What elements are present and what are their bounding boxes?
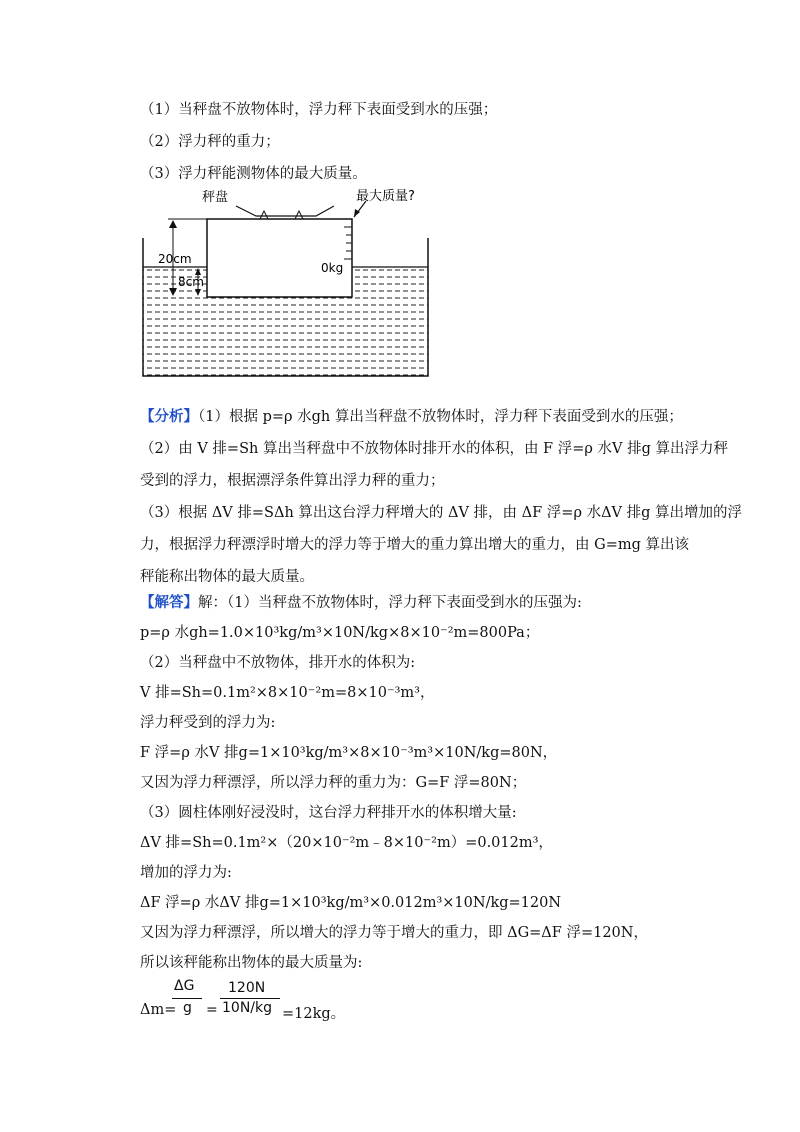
floating-scale-figure [138, 183, 438, 383]
height-arrow-up [169, 220, 177, 228]
height-label: 20cm [158, 252, 192, 266]
analysis-line-1: 【分析】（1）根据 p=ρ 水gh 算出当秤盘不放物体时，浮力秤下表面受到水的压强； [140, 408, 683, 425]
answer-line-1: 【解答】解：（1）当秤盘不放物体时，浮力秤下表面受到水的压强为: [140, 594, 582, 611]
answer-line-7: 又因为浮力秤漂浮，所以浮力秤的重力为：G=F 浮=80N； [140, 775, 527, 791]
formula-numerator-1: ΔG [174, 978, 195, 994]
answer-line-10: 增加的浮力为: [140, 865, 232, 881]
max-mass-label: 最大质量? [356, 189, 415, 204]
mass-formula [140, 978, 380, 1033]
pan-support-right [295, 211, 303, 219]
question-3: （3）浮力秤能测物体的最大质量。 [140, 166, 367, 182]
fraction-bar-1 [172, 998, 202, 999]
analysis-line-5: 力，根据浮力秤漂浮时增大的浮力等于增大的重力算出增大的重力，由 G=mg 算出该 [140, 537, 689, 553]
answer-tag: 【解答】 [140, 594, 198, 611]
answer-line-13: 所以该秤能称出物体的最大质量为: [140, 955, 363, 971]
formula-numerator-2: 120N [228, 980, 266, 996]
analysis-line-2: （2）由 V 排=Sh 算出当秤盘中不放物体时排开水的体积，由 F 浮=ρ 水V 排g 算出浮力秤 [140, 441, 728, 457]
analysis-line-4: （3）根据 ΔV 排=SΔh 算出这台浮力秤增大的 ΔV 排，由 ΔF 浮=ρ 水ΔV 排g 算出增加的浮 [140, 505, 743, 521]
answer-line-12: 又因为浮力秤漂浮，所以增大的浮力等于增大的重力，即 ΔG=ΔF 浮=120N， [140, 925, 648, 941]
formula-equals: = [206, 1002, 218, 1018]
question-1: （1）当秤盘不放物体时，浮力秤下表面受到水的压强； [140, 102, 498, 118]
formula-result: =12kg。 [282, 1006, 346, 1022]
fraction-bar-2 [220, 998, 280, 999]
answer-line-11: ΔF 浮=ρ 水ΔV 排g=1×10³kg/m³×0.012m³×10N/kg=120N [140, 895, 562, 911]
answer-line-2: p=ρ 水gh=1.0×10³kg/m³×10N/kg×8×10⁻²m=800Pa； [140, 625, 540, 641]
formula-denominator-2: 10N/kg [222, 1000, 272, 1016]
scale-body-mask [207, 219, 352, 297]
zero-label: 0kg [321, 261, 344, 275]
scale-pan [236, 206, 334, 216]
depth-label: 8cm [178, 275, 204, 289]
analysis-tag: 【分析】 [140, 408, 198, 425]
answer-line-3: （2）当秤盘中不放物体，排开水的体积为: [140, 655, 416, 671]
analysis-line-6: 秤能称出物体的最大质量。 [140, 569, 314, 585]
answer-line-5: 浮力秤受到的浮力为: [140, 715, 276, 731]
question-2: （2）浮力秤的重力； [140, 134, 280, 150]
answer-line-8: （3）圆柱体刚好浸没时，这台浮力秤排开水的体积增大量: [140, 805, 517, 821]
answer-line-6: F 浮=ρ 水V 排g=1×10³kg/m³×8×10⁻³m³×10N/kg=80N， [140, 745, 558, 761]
answer-line-9: ΔV 排=Sh=0.1m²×（20×10⁻²m﹣8×10⁻²m）=0.012m³， [140, 835, 553, 851]
pan-support-left [260, 211, 268, 219]
pan-label: 秤盘 [202, 190, 229, 205]
answer-line-4: V 排=Sh=0.1m²×8×10⁻²m=8×10⁻³m³， [140, 685, 435, 701]
analysis-line-3: 受到的浮力，根据漂浮条件算出浮力秤的重力； [140, 473, 445, 489]
formula-lhs: Δm= [140, 1002, 177, 1018]
formula-denominator-1: g [183, 1000, 192, 1016]
